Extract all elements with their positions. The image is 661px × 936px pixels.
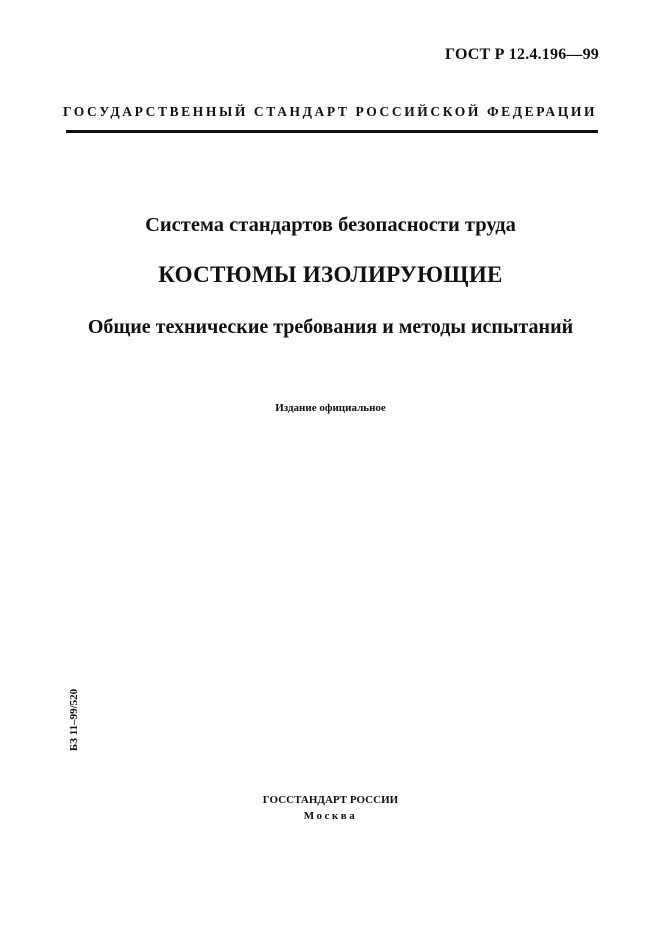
series-title: Система стандартов безопасности труда [145, 214, 516, 236]
state-standard-heading: ГОСУДАРСТВЕННЫЙ СТАНДАРТ РОССИЙСКОЙ ФЕДЕРАЦИИ [62, 104, 598, 119]
publisher: ГОССТАНДАРТ РОССИИ [262, 794, 399, 806]
document-subtitle: Общие технические требования и методы испытаний [87, 316, 574, 338]
header-divider [66, 130, 598, 133]
edition-note: Издание официальное [275, 402, 386, 414]
publisher-city: Москва [303, 810, 358, 822]
gost-number: ГОСТ Р 12.4.196—99 [444, 46, 599, 63]
document-title: КОСТЮМЫ ИЗОЛИРУЮЩИЕ [158, 262, 503, 287]
side-code: БЗ 11–99/520 [68, 688, 80, 752]
